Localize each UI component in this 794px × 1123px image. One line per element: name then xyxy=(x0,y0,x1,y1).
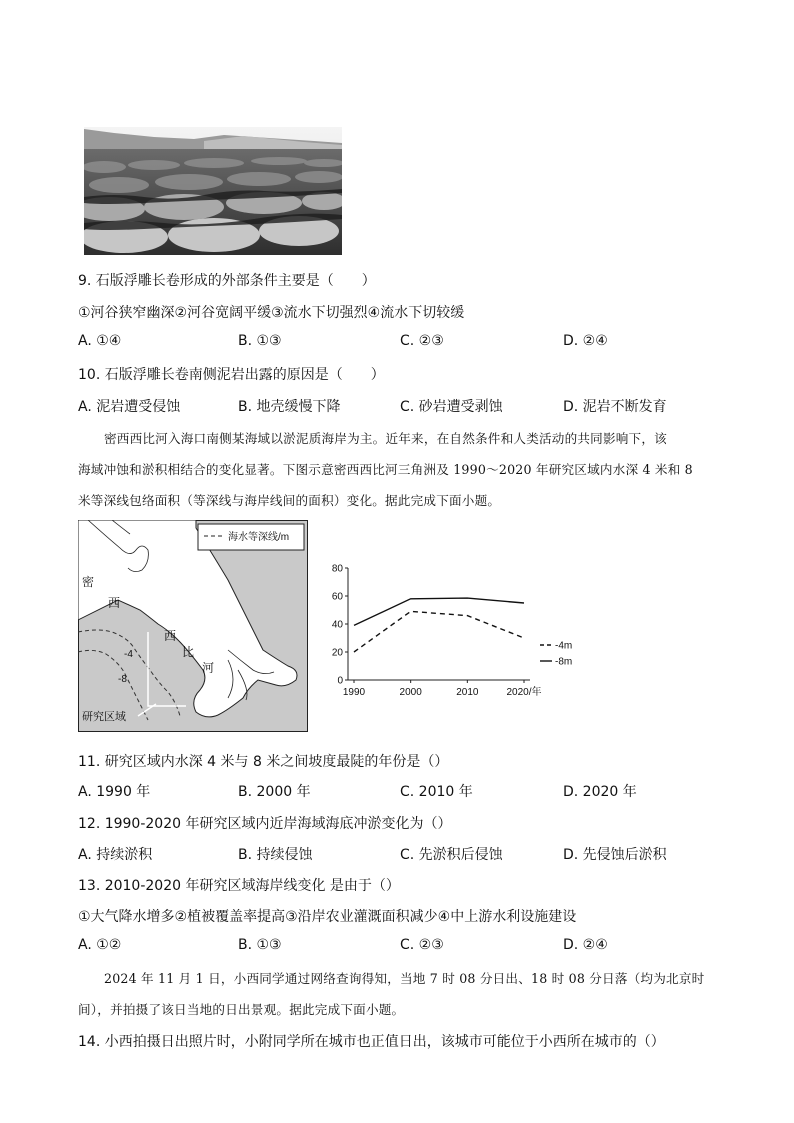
q12-option-c[interactable]: C. 先淤积后侵蚀 xyxy=(400,847,503,863)
q13-items: ①大气降水增多②植被覆盖率提高③沿岸农业灌溉面积减少④中上游水利设施建设 xyxy=(78,909,577,925)
map-depth-8: -8 xyxy=(118,674,127,685)
q11-option-a[interactable]: A. 1990 年 xyxy=(78,784,151,800)
q13-option-d[interactable]: D. ②④ xyxy=(563,937,608,953)
map-label-xi1: 西 xyxy=(108,596,121,610)
q10-stem: 10. 石版浮雕长卷南侧泥岩出露的原因是（ ） xyxy=(78,367,385,383)
q10-option-b[interactable]: B. 地壳缓慢下降 xyxy=(238,399,341,415)
q9-stem: 9. 石版浮雕长卷形成的外部条件主要是（ ） xyxy=(78,273,376,289)
q10-option-a[interactable]: A. 泥岩遭受侵蚀 xyxy=(78,399,181,415)
rock-landscape-photo xyxy=(84,127,342,255)
q11-option-d[interactable]: D. 2020 年 xyxy=(563,784,637,800)
q12-stem: 12. 1990-2020 年研究区域内近岸海域海底冲淤变化为（） xyxy=(78,816,452,832)
q11-option-b[interactable]: B. 2000 年 xyxy=(238,784,311,800)
passage1-line1: 密西西比河入海口南侧某海域以淤泥质海岸为主。近年来，在自然条件和人类活动的共同影响下，该 xyxy=(104,431,667,446)
legend-label: -8m xyxy=(555,656,573,668)
series-line-depth-8m xyxy=(354,598,524,625)
x-tick-label: 2020/年 xyxy=(506,687,542,698)
x-tick-label: 2010 xyxy=(456,687,479,698)
q9-option-d[interactable]: D. ②④ xyxy=(563,333,608,349)
q9-option-c[interactable]: C. ②③ xyxy=(400,333,444,349)
q10-option-c[interactable]: C. 砂岩遭受剥蚀 xyxy=(400,399,503,415)
area-line-chart xyxy=(318,560,580,698)
map-label-xi2: 西 xyxy=(164,629,177,643)
passage2-line2: 间），并拍摄了该日当地的日出景观。据此完成下面小题。 xyxy=(78,1002,405,1017)
y-tick-label: 20 xyxy=(331,647,343,659)
x-tick-label: 2000 xyxy=(399,687,422,698)
legend-label: -4m xyxy=(555,640,573,652)
map-legend-label: 海水等深线/m xyxy=(228,532,290,543)
series-line-depth-4m xyxy=(354,611,524,652)
map-region-label: 研究区域 xyxy=(82,711,126,723)
map-label-he: 河 xyxy=(202,661,215,675)
y-tick-label: 40 xyxy=(331,619,343,631)
q9-option-a[interactable]: A. ①④ xyxy=(78,333,122,349)
q11-stem: 11. 研究区域内水深 4 米与 8 米之间坡度最陡的年份是（） xyxy=(78,754,449,770)
map-label-bi: 比 xyxy=(182,645,195,659)
q12-option-a[interactable]: A. 持续淤积 xyxy=(78,847,153,863)
q13-stem: 13. 2010-2020 年研究区域海岸线变化 是由于（） xyxy=(78,878,400,894)
x-tick-label: 1990 xyxy=(342,687,366,698)
passage1-line2: 海域冲蚀和淤积相结合的变化显著。下图示意密西西比河三角洲及 1990～2020 年研究区域内水深 4 米和 8 xyxy=(78,462,693,477)
passage2-line1: 2024 年 11 月 1 日，小西同学通过网络查询得知，当地 7 时 08 分日出、18 时 08 分日落（均为北京时 xyxy=(104,971,705,986)
y-tick-label: 0 xyxy=(337,675,343,687)
delta-map xyxy=(78,520,308,732)
passage1-line3: 米等深线包络面积（等深线与海岸线间的面积）变化。据此完成下面小题。 xyxy=(78,493,501,508)
q12-option-b[interactable]: B. 持续侵蚀 xyxy=(238,847,313,863)
map-label-mi: 密 xyxy=(82,575,95,589)
q13-option-c[interactable]: C. ②③ xyxy=(400,937,444,953)
q14-stem: 14. 小西拍摄日出照片时，小附同学所在城市也正值日出，该城市可能位于小西所在城市的（） xyxy=(78,1034,665,1050)
q13-option-b[interactable]: B. ①③ xyxy=(238,937,282,953)
q13-option-a[interactable]: A. ①② xyxy=(78,937,122,953)
y-tick-label: 60 xyxy=(331,591,343,603)
q9-items: ①河谷狭窄幽深②河谷宽阔平缓③流水下切强烈④流水下切较缓 xyxy=(78,305,465,321)
q10-option-d[interactable]: D. 泥岩不断发育 xyxy=(563,399,667,415)
map-depth-4: -4 xyxy=(124,649,133,660)
y-tick-label: 80 xyxy=(331,563,343,575)
q11-option-c[interactable]: C. 2010 年 xyxy=(400,784,473,800)
q9-option-b[interactable]: B. ①③ xyxy=(238,333,282,349)
q12-option-d[interactable]: D. 先侵蚀后淤积 xyxy=(563,847,667,863)
